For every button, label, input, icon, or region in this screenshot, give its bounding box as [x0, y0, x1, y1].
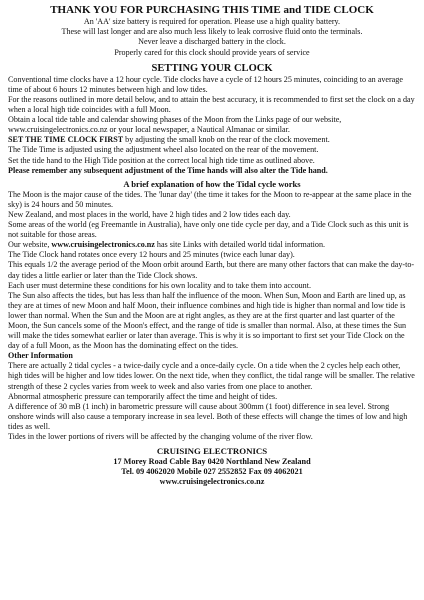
set-time-rest: by adjusting the small knob on the rear of the clock movement. [123, 135, 330, 145]
tidal-paragraph-website [8, 240, 416, 250]
website-tail: has site Links with detailed world tidal information. [154, 240, 326, 250]
other-paragraph-difference: A difference of 30 mB (1 inch) in barometric pressure will cause about 300mm (1 foot) difference in sea level. Strong onshore winds will also cause a temporary increase in sea level. Both of these effects will change the times of low and high tides as well. [8, 401, 408, 431]
tidal-paragraph-period: This equals 1/2 the average period of the Moon orbit around Earth, but there are many other factors that can make the day-to-day tides a little earlier or later than the Tide Clock shows. [8, 260, 415, 280]
other-paragraph-cycles: There are actually 2 tidal cycles - a twice-daily cycle and a once-daily cycle. On a tide when the 2 cycles help each other, high tides will be higher and low tides lower. On the next tide, when they conflict, the tidal range will be smaller. The relative strength of these 2 cycles varies from week to week and also varies from one place to another. [8, 361, 415, 391]
intro-line-longevity: These will last longer and are also much less likely to leak corrosive fluid onto the terminals. [61, 27, 363, 37]
tidal-section [8, 190, 416, 352]
company-address: 17 Morey Road Cable Bay 0420 Northland New Zealand [113, 456, 311, 466]
tidal-paragraph-moon: The Moon is the major cause of the tides. The 'lunar day' (the time it takes for the Moon to re-appear at the same place in the sky) is 24 hours and 50 minutes. [8, 189, 412, 209]
other-heading: Other Information [8, 351, 73, 361]
tidal-paragraph-rotation: The Tide Clock hand rotates once every 12 hours and 25 minutes (twice each lunar day). [8, 250, 295, 260]
setting-paragraph-set-time [8, 135, 416, 145]
company-phones: Tel. 09 4062020 Mobile 027 2552852 Fax 09 4062021 [121, 466, 303, 476]
other-paragraph-rivers: Tides in the lower portions of rivers will be affected by the changing volume of the river flow. [8, 432, 313, 441]
company-name: CRUISING ELECTRONICS [156, 446, 268, 457]
website-lead: Our website, [8, 240, 52, 250]
website-link[interactable]: www.cruisingelectronics.co.nz [51, 240, 155, 250]
page-title: THANK YOU FOR PURCHASING THIS TIME and TIDE CLOCK [50, 4, 374, 16]
setting-section [8, 75, 416, 176]
setting-heading: SETTING YOUR CLOCK [151, 62, 273, 74]
setting-paragraph-accuracy: For the reasons outlined in more detail below, and to attain the best accuracy, it is recommended to first set the clock on a day when a local high tide coincides with a full Moon. [8, 95, 415, 115]
set-time-emphasis: SET THE TIME CLOCK FIRST [8, 135, 124, 145]
intro-line-warning: Never leave a discharged battery in the clock. [138, 37, 286, 47]
tidal-paragraph-nz: New Zealand, and most places in the world, have 2 high tides and 2 low tides each day. [8, 209, 291, 219]
setting-paragraph-tide-table: Obtain a local tide table and calendar showing phases of the Moon from the Links page of our website, www.cruisingelectronics.co.nz or your local newspaper, a Nautical Almanac or similar. [8, 115, 342, 135]
tidal-paragraph-areas: Some areas of the world (eg Freemantle in Australia), have only one tide cycle per day, and a Tide Clock such as this unit is not suitable for those areas. [8, 220, 409, 240]
intro-line-battery: An 'AA' size battery is required for operation. Please use a high quality battery. [83, 17, 341, 26]
contact-footer [8, 446, 416, 488]
setting-paragraph-cycle: Conventional time clocks have a 12 hour cycle. Tide clocks have a cycle of 12 hours 25 minutes, coinciding to an average time of about 6 hours 12 minutes between high and low tides. [8, 74, 403, 94]
other-paragraph-pressure: Abnormal atmospheric pressure can temporarily affect the time and height of tides. [8, 391, 278, 401]
tidal-paragraph-local: Each user must determine these conditions for his own locality and to take them into account. [8, 280, 311, 290]
tidal-heading: A brief explanation of how the Tidal cycle works [123, 178, 301, 189]
setting-paragraph-remember: Please remember any subsequent adjustment of the Time hands will also alter the Tide hand. [8, 165, 328, 175]
intro-block [8, 17, 416, 58]
intro-line-care: Properly cared for this clock should provide years of service [114, 47, 310, 57]
setting-paragraph-adjust-wheel: The Tide Time is adjusted using the adjustment wheel also located on the rear of the movement. [8, 145, 319, 155]
other-section [8, 361, 416, 442]
company-website[interactable]: www.cruisingelectronics.co.nz [159, 477, 265, 487]
setting-paragraph-tide-hand: Set the tide hand to the High Tide position at the correct local high tide time as outlined above. [8, 155, 315, 165]
tidal-paragraph-sun: The Sun also affects the tides, but has less than half the influence of the moon. When Sun, Moon and Earth are lined up, as they are at times of new Moon and half Moon, their influence combines and high tide is higher than normal and low tide is lower than normal. When the Sun and the Moon are at right angles, as they are at the first quarter and last quarter of the Moon, the Sun cancels some of the Moon's effect, and the range of tide is smaller than normal. Also, at these times the Sun will make the tides somewhat earlier or later than average. This is why it is so important to first set your Tide Clock on the day of a full Moon, as the Moon has the dominating effect on the tides. [8, 290, 407, 351]
